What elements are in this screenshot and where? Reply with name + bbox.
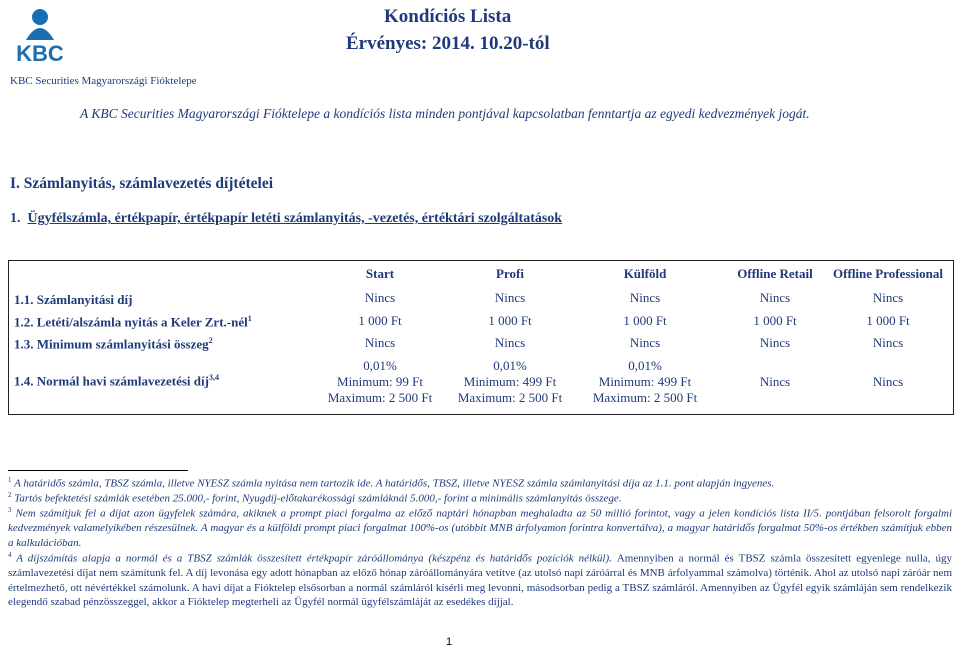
- table-cell: Nincs: [364, 290, 396, 305]
- branch-name: KBC Securities Magyarországi Fióktelepe: [10, 75, 197, 87]
- page-number: 1: [446, 636, 453, 648]
- table-cell: 1 000 Ft: [358, 313, 402, 328]
- page-title: Kondíciós Lista: [384, 6, 512, 27]
- table-cell: 1 000 Ft: [488, 313, 532, 328]
- table-cell: Nincs: [364, 335, 396, 350]
- col-header-profi: Profi: [496, 266, 524, 281]
- subsection-title: 1. Ügyfélszámla, értékpapír, értékpapír letéti számlanyitás, -vezetés, értéktári szolgáltatások: [10, 211, 563, 226]
- table-cell-multiline: 0,01% Minimum: 499 Ft Maximum: 2 500 Ft: [457, 358, 563, 405]
- table-cell: 1 000 Ft: [623, 313, 667, 328]
- col-header-start: Start: [365, 266, 395, 281]
- row-label-monthly-fee: 1.4. Normál havi számlavezetési díj$^{3,4}$: [14, 373, 219, 389]
- col-header-kulfold: Külföld: [623, 266, 667, 281]
- validity-date: Érvényes: 2014. 10.20-tól: [346, 33, 550, 54]
- table-cell: Nincs: [759, 290, 791, 305]
- table-cell: Nincs: [629, 335, 661, 350]
- table-cell: Nincs: [759, 335, 791, 350]
- col-header-offline-retail: Offline Retail: [737, 266, 813, 281]
- table-cell: Nincs: [872, 374, 904, 389]
- table-cell-multiline: 0,01% Minimum: 99 Ft Maximum: 2 500 Ft: [327, 358, 433, 405]
- footnote-4: $^4$ A díjszámítás alapja a normál és a TBSZ számlák összesített értékpapír záróállománya (készpénz és határidős pozíciók nélkül). Amennyiben a normál és TBSZ számla összesített egyenlege nulla, úgy számlavezetési díjat nem számítunk fel. A díj levonása egy adott hónapban az előző hónap záróállományára vetítve (az utolsó napi záróárral és MNB árfolyammal számolva) történik. Ahol az utolsó napi záróár nem értelmezhető, ott névértékkel számolunk. A havi díjat a Fióktelep elsősorban a normál számláról kísérli meg levonni, másodsorban pedig a TBSZ számláról. Amennyiben az Ügyfél egyik számláján sem rendelkezik elegendő szabad pénzösszeggel, akkor a Fióktelep megterheli az Ügyfél normál ügyfélszámláját az esedékes díjjal.: [8, 551, 953, 609]
- table-cell: Nincs: [872, 335, 904, 350]
- table-cell: 1 000 Ft: [866, 313, 910, 328]
- footnote-1: $^1$ A határidős számla, TBSZ számla, illetve NYESZ számla nyitása nem tartozik ide. A határidős, TBSZ, illetve NYESZ számla számlanyitási díja az 1.1. pont alapján ingyenes.: [8, 476, 775, 490]
- footnote-3: $^3$ Nem számítjuk fel a díjat azon ügyfelek számára, akiknek a prompt piaci forgalma az előző naptári hónapban meghaladta az 50 millió forintot, vagy a jelen kondíciós lista II/5. pontjában felsorolt forgalmi kedvezmények valamelyikében részesülnek. A magyar és a külföldi prompt piaci forgalmat 100%-os (utóbbit MNB árfolyamon forintra konvertálva), a magyar határidős forgalmat 50%-os értékben számítjuk ebben a kalkulációban.: [8, 506, 952, 549]
- footnote-divider: [8, 470, 188, 471]
- svg-text:KBC: KBC: [16, 41, 64, 64]
- table-cell: Nincs: [494, 290, 526, 305]
- row-label-minimum-amount: 1.3. Minimum számlanyitási összeg$^2$: [14, 336, 213, 352]
- footnote-2: $^2$ Tartós befektetési számlák esetében 25.000,- forint, Nyugdíj-előtakarékossági számláknál 5.000,- forint a minimális számlanyitás összege.: [8, 491, 622, 505]
- intro-text: A KBC Securities Magyarországi Fióktelepe a kondíciós lista minden pontjával kapcsolatban fenntartja az egyedi kedvezmények jogát.: [80, 106, 810, 121]
- table-cell: 1 000 Ft: [753, 313, 797, 328]
- section-title: I. Számlanyitás, számlavezetés díjtételei: [10, 175, 274, 192]
- table-cell: Nincs: [629, 290, 661, 305]
- table-cell: Nincs: [872, 290, 904, 305]
- row-label-account-opening: 1.1. Számlanyitási díj: [14, 292, 133, 307]
- table-cell-multiline: 0,01% Minimum: 499 Ft Maximum: 2 500 Ft: [592, 358, 698, 405]
- row-label-custody-subaccount: 1.2. Letéti/alszámla nyitás a Keler Zrt.-nél$^1$: [14, 314, 252, 330]
- col-header-offline-professional: Offline Professional: [833, 266, 943, 281]
- table-cell: Nincs: [759, 374, 791, 389]
- kbc-logo: [8, 6, 72, 64]
- table-cell: Nincs: [494, 335, 526, 350]
